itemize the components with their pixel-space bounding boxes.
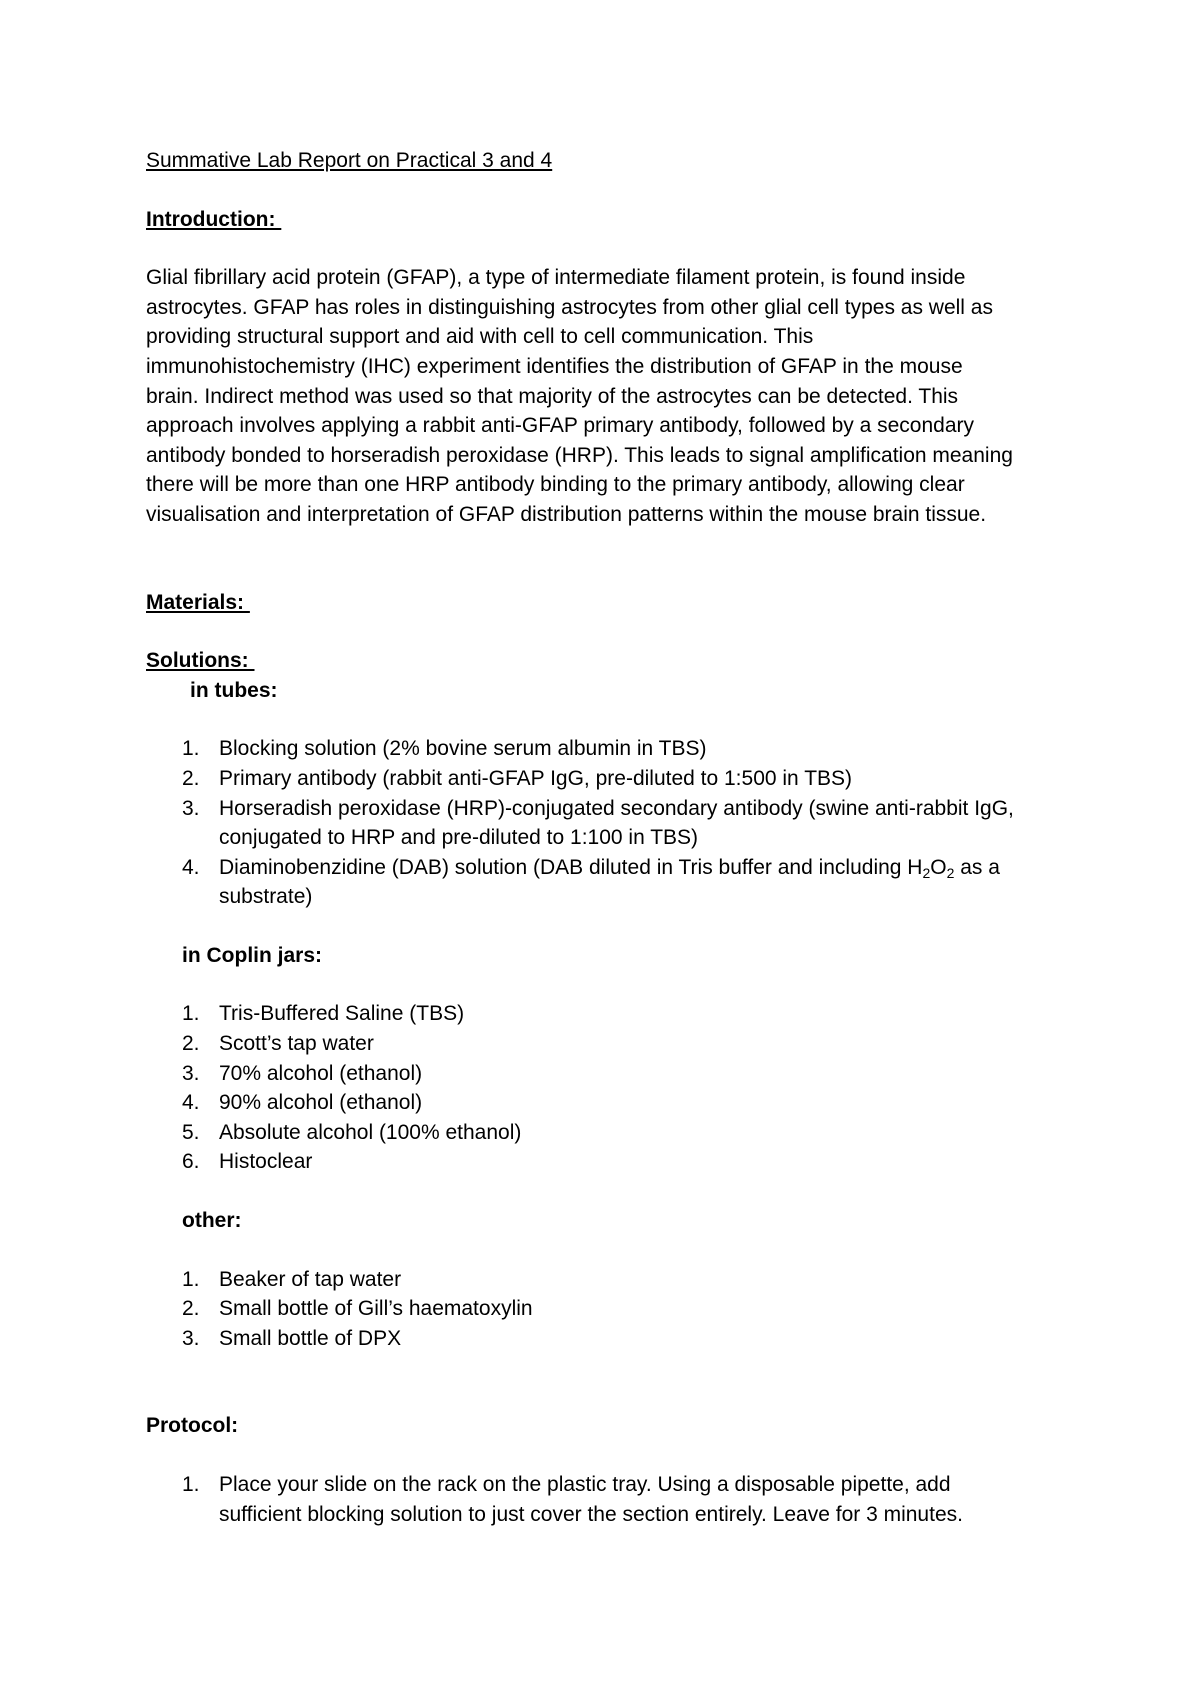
text-run: as a [954, 855, 1000, 879]
list-number: 3. [182, 1061, 200, 1085]
list-item [146, 764, 1080, 794]
introduction-line: there will be more than one HRP antibody binding to the primary antibody, allowing clear [146, 473, 965, 497]
text-run: Diaminobenzidine (DAB) solution (DAB diluted in Tris buffer and including H [219, 855, 923, 879]
introduction-line: antibody bonded to horseradish peroxidase (HRP). This leads to signal amplification meaning [146, 443, 1013, 467]
list-item [146, 794, 1080, 853]
list-number: 2. [182, 1032, 200, 1056]
tubes-heading: in tubes: [190, 678, 278, 702]
list-item [146, 1265, 1080, 1295]
list-item-text: conjugated to HRP and pre-diluted to 1:100 in TBS) [219, 826, 699, 850]
list-number: 4. [182, 1091, 200, 1115]
solutions-heading: Solutions: [146, 649, 255, 673]
list-item [146, 1324, 1080, 1354]
subscript: 2 [946, 864, 955, 881]
list-number: 3. [182, 796, 200, 820]
list-item [146, 734, 1080, 764]
other-heading: other: [182, 1209, 242, 1233]
document-title: Summative Lab Report on Practical 3 and 4 [146, 149, 553, 172]
introduction-line: brain. Indirect method was used so that majority of the astrocytes can be detected. This [146, 384, 959, 408]
materials-heading: Materials: [146, 590, 250, 614]
list-item-text: Scott’s tap water [219, 1032, 374, 1056]
subscript: 2 [922, 864, 931, 881]
list-item-text: Place your slide on the rack on the plastic tray. Using a disposable pipette, add [219, 1473, 951, 1496]
list-item [146, 1294, 1080, 1324]
introduction-line: immunohistochemistry (IHC) experiment identifies the distribution of GFAP in the mouse [146, 354, 963, 378]
introduction-line: providing structural support and aid with cell to cell communication. This [146, 325, 814, 349]
list-item-text: 70% alcohol (ethanol) [219, 1061, 423, 1085]
list-item [146, 1118, 1080, 1148]
list-item-text: Histoclear [219, 1150, 313, 1174]
list-number: 1. [182, 1002, 200, 1026]
list-number: 4. [182, 855, 200, 879]
list-item-text: Primary antibody (rabbit anti-GFAP IgG, pre-diluted to 1:500 in TBS) [219, 766, 853, 790]
list-item [146, 1059, 1080, 1089]
list-item-text: Small bottle of DPX [219, 1326, 402, 1350]
list-item [146, 1029, 1080, 1059]
list-number: 1. [182, 1267, 200, 1291]
protocol-list [146, 1470, 1080, 1529]
coplin-list [146, 999, 1080, 1177]
list-item-text: substrate) [219, 885, 313, 909]
list-number: 1. [182, 737, 200, 761]
list-number: 2. [182, 1297, 200, 1321]
introduction-line: visualisation and interpretation of GFAP distribution patterns within the mouse brain tissue. [146, 502, 987, 526]
list-number: 1. [182, 1473, 200, 1496]
introduction-line: astrocytes. GFAP has roles in distinguishing astrocytes from other glial cell types as well as [146, 295, 993, 319]
list-item [146, 999, 1080, 1029]
list-item [146, 1088, 1080, 1118]
list-item-text: Horseradish peroxidase (HRP)-conjugated secondary antibody (swine anti-rabbit IgG, [219, 796, 1014, 820]
introduction-paragraph [146, 263, 1080, 529]
coplin-heading: in Coplin jars: [182, 943, 323, 967]
list-item [146, 853, 1080, 912]
introduction-heading: Introduction: [146, 207, 282, 231]
list-number: 3. [182, 1326, 200, 1350]
list-item-text: Small bottle of Gill’s haematoxylin [219, 1297, 533, 1321]
list-item-text: sufficient blocking solution to just cover the section entirely. Leave for 3 minutes. [219, 1502, 963, 1526]
list-item-text: Tris-Buffered Saline (TBS) [219, 1002, 465, 1026]
list-item-text: 90% alcohol (ethanol) [219, 1091, 423, 1115]
tubes-list [146, 734, 1080, 912]
list-item-text: Beaker of tap water [219, 1267, 402, 1291]
list-item-text [219, 853, 1080, 883]
list-item [146, 1147, 1080, 1177]
introduction-line: approach involves applying a rabbit anti-GFAP primary antibody, followed by a secondary [146, 414, 975, 438]
introduction-line: Glial fibrillary acid protein (GFAP), a type of intermediate filament protein, is found inside [146, 266, 966, 290]
list-item-text: Blocking solution (2% bovine serum albumin in TBS) [219, 737, 707, 761]
text-run: O [930, 855, 947, 879]
list-number: 6. [182, 1150, 200, 1174]
list-number: 2. [182, 766, 200, 790]
other-list [146, 1265, 1080, 1354]
list-item-text: Absolute alcohol (100% ethanol) [219, 1120, 522, 1144]
protocol-heading: Protocol: [146, 1414, 239, 1438]
list-item [146, 1470, 1080, 1529]
list-number: 5. [182, 1120, 200, 1144]
